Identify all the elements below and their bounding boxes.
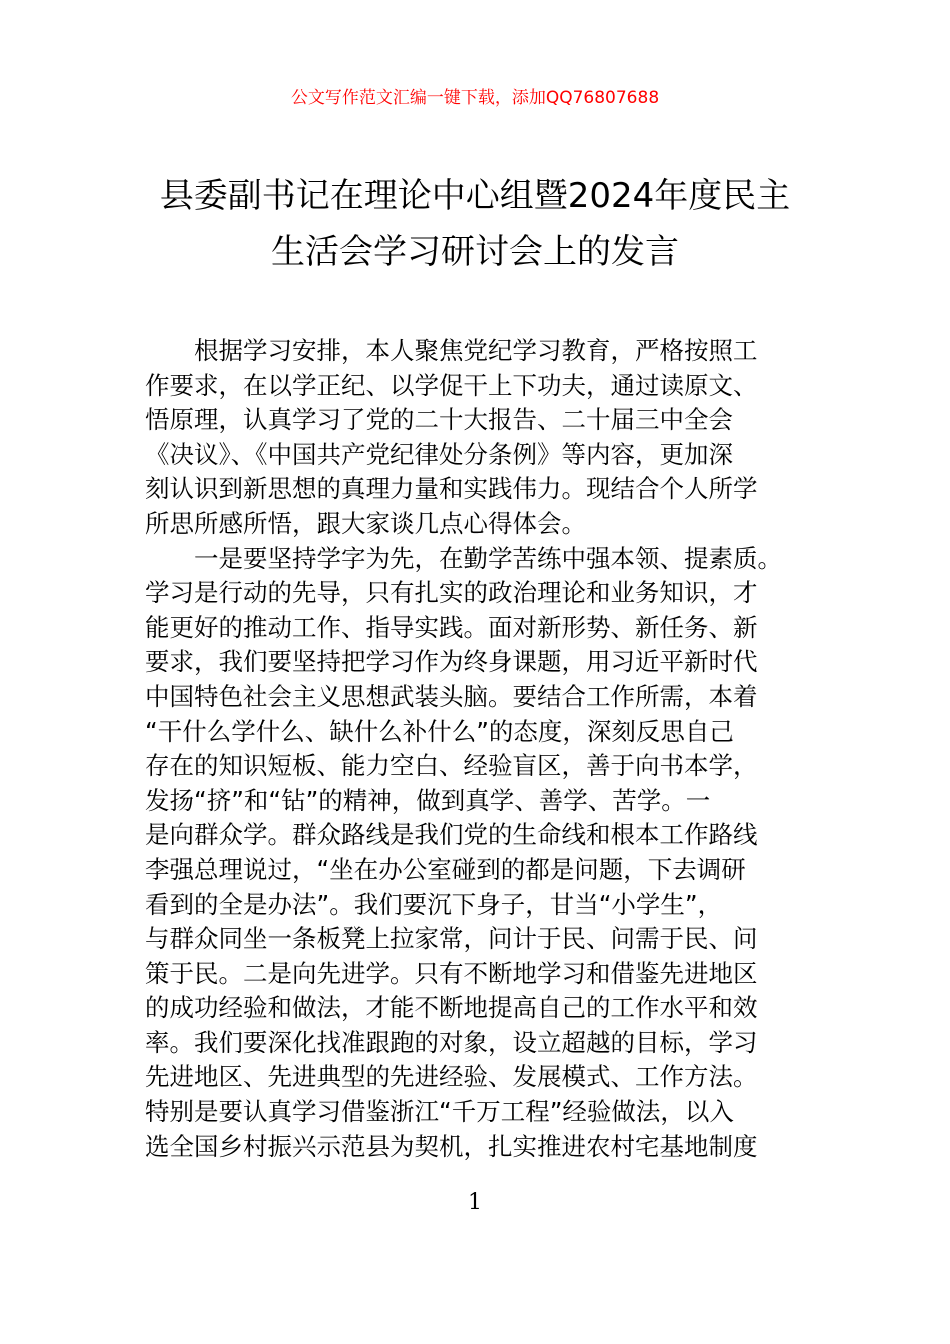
page-number: 1 <box>468 1190 482 1215</box>
paragraph-2-line: “干什么学什么、缺什么补什么”的态度，深刻反思自己 <box>145 716 734 746</box>
paragraph-2-line: 是向群众学。群众路线是我们党的生命线和根本工作路线 <box>145 820 758 850</box>
paragraph-2-line: 特别是要认真学习借鉴浙江“千万工程”经验做法，以入 <box>145 1097 734 1127</box>
paragraph-2-line: 先进地区、先进典型的先进经验、发展模式、工作方法。 <box>145 1062 758 1092</box>
document-title <box>110 168 840 280</box>
paragraph-2-line: 一是要坚持学字为先，在勤学苦练中强本领、提素质。 <box>194 543 782 573</box>
title-line-1: 县委副书记在理论中心组暨2024年度民主 <box>159 176 791 216</box>
paragraph-2-line: 李强总理说过，“坐在办公室碰到的都是问题，下去调研 <box>145 854 746 884</box>
paragraph-2-line: 要求，我们要坚持把学习作为终身课题，用习近平新时代 <box>145 647 758 677</box>
paragraph-2-line: 率。我们要深化找准跟跑的对象，设立超越的目标，学习 <box>145 1027 758 1057</box>
paragraph-2-line: 学习是行动的先导，只有扎实的政治理论和业务知识，才 <box>145 578 758 608</box>
paragraph-2-line: 与群众同坐一条板凳上拉家常，问计于民、问需于民、问 <box>145 924 758 954</box>
paragraph-2-line: 发扬“挤”和“钻”的精神，做到真学、善学、苦学。一 <box>145 785 711 815</box>
paragraph-2-line: 能更好的推动工作、指导实践。面对新形势、新任务、新 <box>145 612 758 642</box>
paragraph-1-line: 悟原理，认真学习了党的二十大报告、二十届三中全会 <box>145 405 733 435</box>
paragraph-2-line: 存在的知识短板、能力空白、经验盲区，善于向书本学， <box>145 751 758 781</box>
paragraph-2-line: 选全国乡村振兴示范县为契机，扎实推进农村宅基地制度 <box>145 1131 758 1161</box>
paragraph-2-line: 的成功经验和做法，才能不断地提高自己的工作水平和效 <box>145 993 758 1023</box>
paragraph-1-line: 所思所感所悟，跟大家谈几点心得体会。 <box>145 508 586 538</box>
paragraph-1-line: 刻认识到新思想的真理力量和实践伟力。现结合个人所学 <box>145 474 758 504</box>
title-line-2: 生活会学习研讨会上的发言 <box>271 232 679 272</box>
paragraph-2-line: 中国特色社会主义思想武装头脑。要结合工作所需，本着 <box>145 681 758 711</box>
paragraph-1-line: 根据学习安排，本人聚焦党纪学习教育，严格按照工 <box>194 336 758 365</box>
document-body <box>145 334 810 1164</box>
paragraph-2-line: 策于民。二是向先进学。只有不断地学习和借鉴先进地区 <box>145 958 758 988</box>
header-download-note: 公文写作范文汇编一键下载，添加QQ76807688 <box>290 88 660 108</box>
paragraph-1-line: 《决议》、《中国共产党纪律处分条例》等内容，更加深 <box>145 439 733 469</box>
paragraph-1-line: 作要求，在以学正纪、以学促干上下功夫，通过读原文、 <box>145 370 758 400</box>
paragraph-2-line: 看到的全是办法”。我们要沉下身子，甘当“小学生”， <box>145 889 723 919</box>
